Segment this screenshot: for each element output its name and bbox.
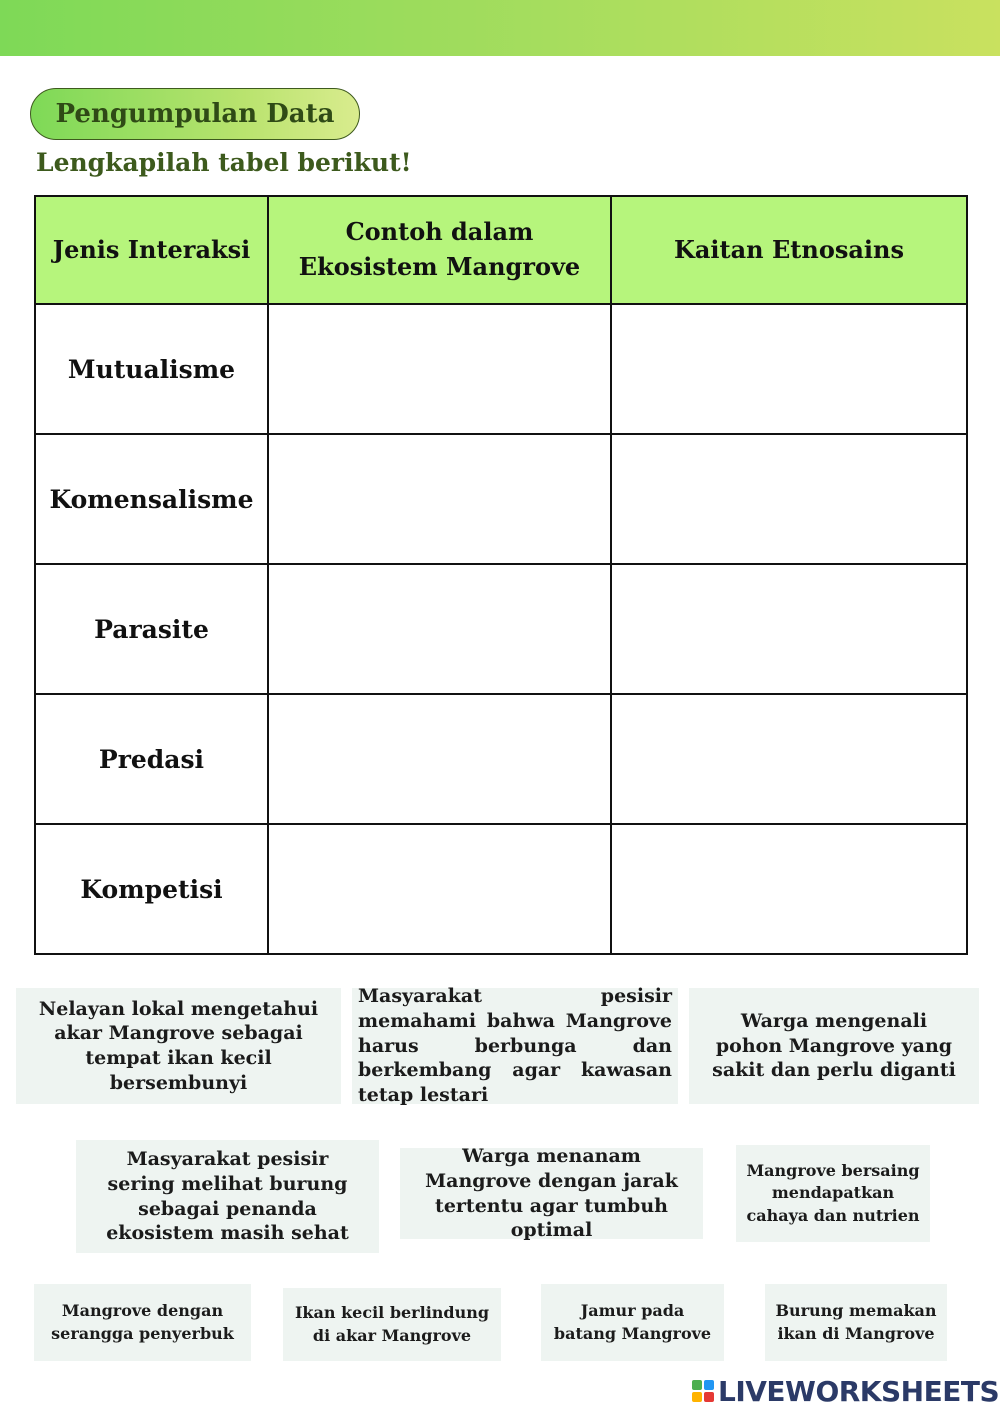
draggable-answer-card[interactable]: Jamur pada batang Mangrove xyxy=(541,1284,724,1361)
draggable-answer-card[interactable]: Burung memakan ikan di Mangrove xyxy=(765,1284,947,1361)
draggable-answer-card[interactable]: Masyarakat pesisir memahami bahwa Mangrove harus berbunga dan berkembang agar kawasan tetap lestari xyxy=(352,988,678,1104)
logo-text: LIVEWORKSHEETS xyxy=(718,1374,1000,1408)
draggable-answer-card[interactable]: Mangrove bersaing mendapatkan cahaya dan nutrien xyxy=(736,1145,930,1242)
table-row xyxy=(35,694,967,824)
draggable-answer-card[interactable]: Nelayan lokal mengetahui akar Mangrove sebagai tempat ikan kecil bersembunyi xyxy=(16,988,341,1104)
draggable-answer-card[interactable]: Masyarakat pesisir sering melihat burung sebagai penanda ekosistem masih sehat xyxy=(76,1140,379,1253)
drop-zone-ethnoscience-commensalism[interactable] xyxy=(611,434,967,564)
logo-square-red xyxy=(704,1392,714,1402)
header-interaction-type: Jenis Interaksi xyxy=(35,196,268,304)
draggable-answer-card[interactable]: Mangrove dengan serangga penyerbuk xyxy=(34,1284,251,1361)
table-row xyxy=(35,564,967,694)
drop-zone-ethnoscience-predation[interactable] xyxy=(611,694,967,824)
draggable-answer-card[interactable]: Warga menanam Mangrove dengan jarak tertentu agar tumbuh optimal xyxy=(400,1148,703,1239)
header-mangrove-example xyxy=(268,196,611,304)
drop-zone-example-predation[interactable] xyxy=(268,694,611,824)
header-example-line2: Ekosistem Mangrove xyxy=(298,252,581,281)
logo-square-green xyxy=(692,1380,702,1390)
answer-table xyxy=(34,195,968,955)
logo-square-blue xyxy=(704,1380,714,1390)
draggable-answer-card[interactable]: Warga mengenali pohon Mangrove yang sakit dan perlu diganti xyxy=(689,988,979,1104)
table-row xyxy=(35,824,967,954)
drop-zone-example-mutualism[interactable] xyxy=(268,304,611,434)
row-label-predation: Predasi xyxy=(35,694,268,824)
drop-zone-example-commensalism[interactable] xyxy=(268,434,611,564)
liveworksheets-logo-icon xyxy=(692,1380,714,1402)
header-ethnoscience: Kaitan Etnosains xyxy=(611,196,967,304)
draggable-answer-card[interactable]: Ikan kecil berlindung di akar Mangrove xyxy=(283,1288,501,1361)
drop-zone-ethnoscience-mutualism[interactable] xyxy=(611,304,967,434)
row-label-competition: Kompetisi xyxy=(35,824,268,954)
header-example-line1: Contoh dalam xyxy=(345,217,534,247)
row-label-mutualism: Mutualisme xyxy=(35,304,268,434)
drop-zone-ethnoscience-competition[interactable] xyxy=(611,824,967,954)
table-row xyxy=(35,304,967,434)
section-title: Pengumpulan Data xyxy=(30,88,360,140)
logo-square-amber xyxy=(692,1392,702,1402)
row-label-commensalism: Komensalisme xyxy=(35,434,268,564)
top-banner xyxy=(0,0,1000,56)
row-label-parasite: Parasite xyxy=(35,564,268,694)
liveworksheets-logo xyxy=(692,1374,999,1408)
drop-zone-ethnoscience-parasite[interactable] xyxy=(611,564,967,694)
drop-zone-example-parasite[interactable] xyxy=(268,564,611,694)
table-row xyxy=(35,434,967,564)
instruction-text: Lengkapilah tabel berikut! xyxy=(36,148,412,177)
table-header-row xyxy=(35,196,967,304)
drop-zone-example-competition[interactable] xyxy=(268,824,611,954)
